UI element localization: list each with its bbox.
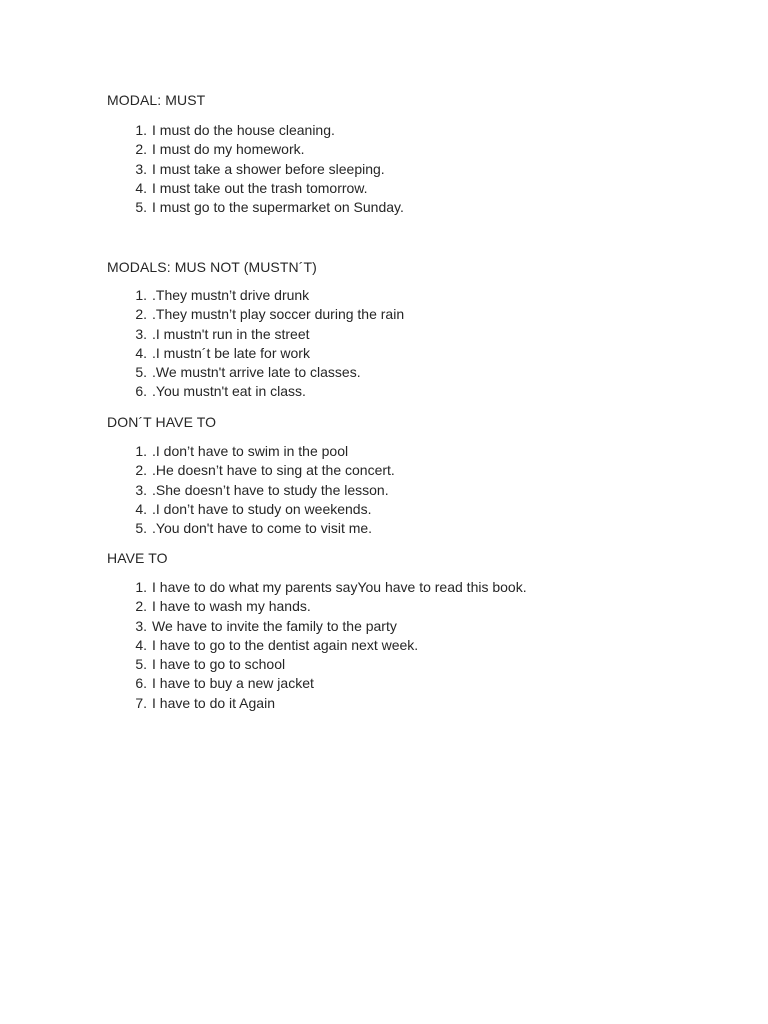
list-item xyxy=(107,636,419,655)
item-text: .You don't have to come to visit me. xyxy=(152,520,373,537)
list-item xyxy=(107,674,314,693)
list-item xyxy=(107,325,310,344)
item-text: .We mustn't arrive late to classes. xyxy=(152,364,361,381)
item-text: .You mustn't eat in class. xyxy=(152,383,306,400)
item-text: I have to do it Again xyxy=(152,694,275,711)
item-number: 3. xyxy=(135,617,147,634)
item-text: I must do my homework. xyxy=(152,141,305,158)
item-text: .She doesn’t have to study the lesson. xyxy=(152,481,389,498)
list-item xyxy=(107,382,306,401)
item-number: 1. xyxy=(135,122,147,138)
item-number: 5. xyxy=(135,199,147,216)
item-number: 1. xyxy=(135,579,147,595)
section-heading-mustnt: MODALS: MUS NOT (MUSTN´T) xyxy=(107,259,317,275)
list-item xyxy=(107,617,397,636)
list-dont-have-to xyxy=(107,442,395,538)
item-text: I have to do what my parents sayYou have to read this book. xyxy=(152,579,527,595)
item-number: 6. xyxy=(135,383,147,400)
list-item xyxy=(107,597,311,616)
section-heading-dont-have-to: DON´T HAVE TO xyxy=(107,414,217,430)
item-text: We have to invite the family to the party xyxy=(152,617,397,634)
item-number: 2. xyxy=(135,141,147,158)
item-number: 3. xyxy=(135,325,147,342)
list-item xyxy=(107,140,305,159)
item-number: 4. xyxy=(135,179,147,196)
list-item xyxy=(107,442,349,461)
item-number: 4. xyxy=(135,636,147,653)
item-text: .They mustn’t drive drunk xyxy=(152,287,310,303)
list-item xyxy=(107,121,335,140)
item-text: .I mustn't run in the street xyxy=(152,325,310,342)
list-item xyxy=(107,179,368,198)
item-number: 3. xyxy=(135,160,147,177)
list-item xyxy=(107,694,275,713)
item-number: 5. xyxy=(135,364,147,381)
item-number: 2. xyxy=(135,306,147,323)
list-mustnt xyxy=(107,286,405,402)
list-item xyxy=(107,655,286,674)
item-text: I have to go to school xyxy=(152,656,286,673)
list-item xyxy=(107,363,361,382)
item-text: I have to wash my hands. xyxy=(152,598,311,615)
item-text: I must do the house cleaning. xyxy=(152,122,335,138)
list-item xyxy=(107,286,310,305)
item-text: .I don’t have to study on weekends. xyxy=(152,500,372,517)
section-heading-have-to: HAVE TO xyxy=(107,550,168,566)
item-number: 7. xyxy=(135,694,147,711)
item-number: 2. xyxy=(135,462,147,479)
list-item xyxy=(107,481,389,500)
item-text: .He doesn’t have to sing at the concert. xyxy=(152,462,395,479)
item-text: I have to buy a new jacket xyxy=(152,675,314,692)
item-number: 4. xyxy=(135,500,147,517)
item-text: I have to go to the dentist again next week. xyxy=(152,636,419,653)
item-text: .I mustn´t be late for work xyxy=(152,344,310,361)
item-number: 6. xyxy=(135,675,147,692)
item-text: I must go to the supermarket on Sunday. xyxy=(152,199,404,216)
item-number: 5. xyxy=(135,520,147,537)
list-item xyxy=(107,198,404,217)
item-text: I must take a shower before sleeping. xyxy=(152,160,385,177)
list-item xyxy=(107,344,310,363)
section-heading-must: MODAL: MUST xyxy=(107,92,206,108)
list-item xyxy=(107,461,395,480)
item-number: 4. xyxy=(135,344,147,361)
list-item xyxy=(107,500,372,519)
list-item xyxy=(107,160,385,179)
item-number: 1. xyxy=(135,443,147,459)
item-number: 1. xyxy=(135,287,147,303)
item-text: .They mustn’t play soccer during the rain xyxy=(152,306,405,323)
list-item xyxy=(107,519,373,538)
item-number: 3. xyxy=(135,481,147,498)
item-number: 2. xyxy=(135,598,147,615)
list-must xyxy=(107,121,404,217)
list-item xyxy=(107,305,405,324)
item-text: I must take out the trash tomorrow. xyxy=(152,179,368,196)
list-have-to xyxy=(107,578,527,713)
item-text: .I don’t have to swim in the pool xyxy=(152,443,349,459)
item-number: 5. xyxy=(135,656,147,673)
list-item xyxy=(107,578,527,597)
